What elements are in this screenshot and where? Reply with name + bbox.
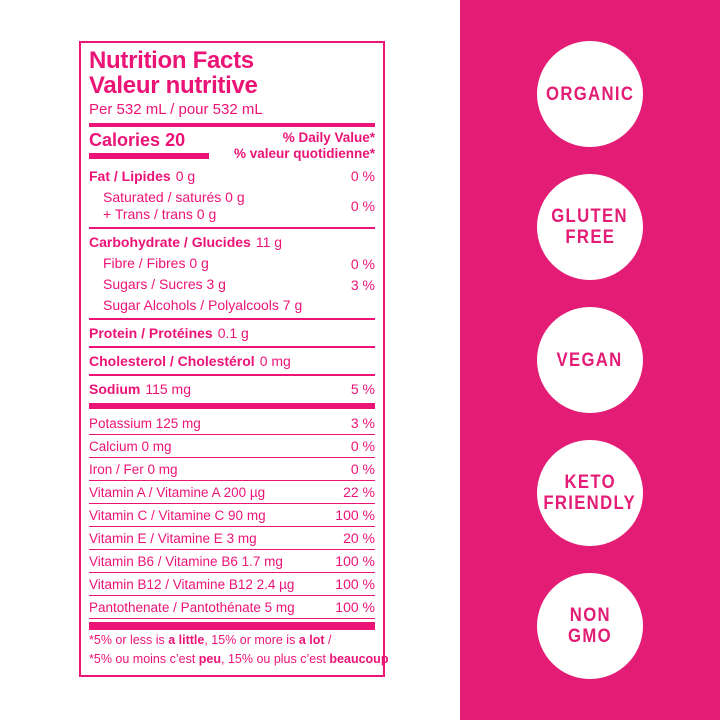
carbohydrate-name: Carbohydrate / Glucides 11 g (89, 234, 283, 250)
daily-value-header-fr: % valeur quotidienne* (233, 146, 375, 161)
trans-line: + Trans / trans 0 g (103, 206, 217, 222)
badge-vegan: VEGAN (537, 307, 643, 413)
daily-value-header (234, 130, 375, 162)
vitamin-a-row: Vitamin A / Vitamine A 200 µg 22 % (89, 481, 375, 504)
potassium-row: Potassium 125 mg 3 % (89, 412, 375, 435)
cholesterol-name: Cholesterol / Cholestérol 0 mg (89, 353, 291, 369)
calories-row (89, 130, 209, 150)
badge-gluten-free: GLUTEN FREE (537, 174, 643, 280)
vitamin-e-row: Vitamin E / Vitamine E 3 mg 20 % (89, 527, 375, 550)
carbohydrate-row (89, 231, 375, 253)
fat-name: Fat / Lipides 0 g (89, 168, 196, 184)
fibre-dv: 0 % (350, 255, 375, 272)
calories-underline-bar (89, 153, 209, 159)
saturated-trans-row (89, 187, 375, 225)
sodium-row (89, 378, 375, 400)
footnote-en: *5% or less is a little, 15% or more is a lot / (89, 633, 332, 647)
saturated-trans-dv: 0 % (350, 198, 375, 214)
badge-non-gmo: NON GMO (537, 573, 643, 679)
sugar-alcohols-row (89, 295, 375, 316)
footer-bar (89, 622, 375, 630)
fat-row (89, 165, 375, 187)
label-title-en: Nutrition Facts (89, 47, 254, 74)
fat-dv: 0 % (350, 168, 375, 184)
calories-value: 20 (165, 130, 186, 150)
calcium-row: Calcium 0 mg 0 % (89, 435, 375, 458)
calories-label: Calories (89, 130, 161, 150)
separator (89, 227, 375, 229)
fibre-name: Fibre / Fibres 0 g (103, 255, 209, 271)
badge-organic: ORGANIC (537, 41, 643, 147)
serving-size: Per 532 mL / pour 532 mL (89, 101, 263, 118)
fibre-row (89, 253, 375, 274)
footnote-fr: *5% ou moins c’est peu, 15% ou plus c’est beaucoup (89, 652, 389, 666)
iron-row: Iron / Fer 0 mg 0 % (89, 458, 375, 481)
badge-sidebar (460, 0, 720, 720)
sodium-dv: 5 % (350, 381, 375, 397)
sugars-name: Sugars / Sucres 3 g (103, 276, 226, 292)
protein-name: Protein / Protéines 0.1 g (89, 325, 249, 341)
vitamin-b12-row: Vitamin B12 / Vitamine B12 2.4 µg 100 % (89, 573, 375, 596)
vitamin-c-row: Vitamin C / Vitamine C 90 mg 100 % (89, 504, 375, 527)
badge-keto-friendly: KETO FRIENDLY (537, 440, 643, 546)
nutrition-facts-label (79, 41, 389, 677)
daily-value-header-en: % Daily Value* (282, 130, 375, 145)
protein-row (89, 322, 375, 344)
sugars-row (89, 274, 375, 295)
vitamin-b6-row: Vitamin B6 / Vitamine B6 1.7 mg 100 % (89, 550, 375, 573)
sugars-dv: 3 % (350, 276, 375, 293)
pantothenate-row: Pantothenate / Pantothénate 5 mg 100 % (89, 596, 375, 619)
header-rule (89, 123, 375, 127)
separator (89, 374, 375, 376)
saturated-line: Saturated / saturés 0 g (103, 189, 245, 205)
calories-block (89, 130, 375, 162)
sodium-name: Sodium 115 mg (89, 381, 192, 397)
cholesterol-row (89, 350, 375, 372)
label-title-fr: Valeur nutritive (89, 72, 258, 99)
separator (89, 346, 375, 348)
thick-divider-bar (89, 403, 375, 409)
sugar-alcohols-name: Sugar Alcohols / Polyalcools 7 g (103, 297, 303, 313)
separator (89, 318, 375, 320)
